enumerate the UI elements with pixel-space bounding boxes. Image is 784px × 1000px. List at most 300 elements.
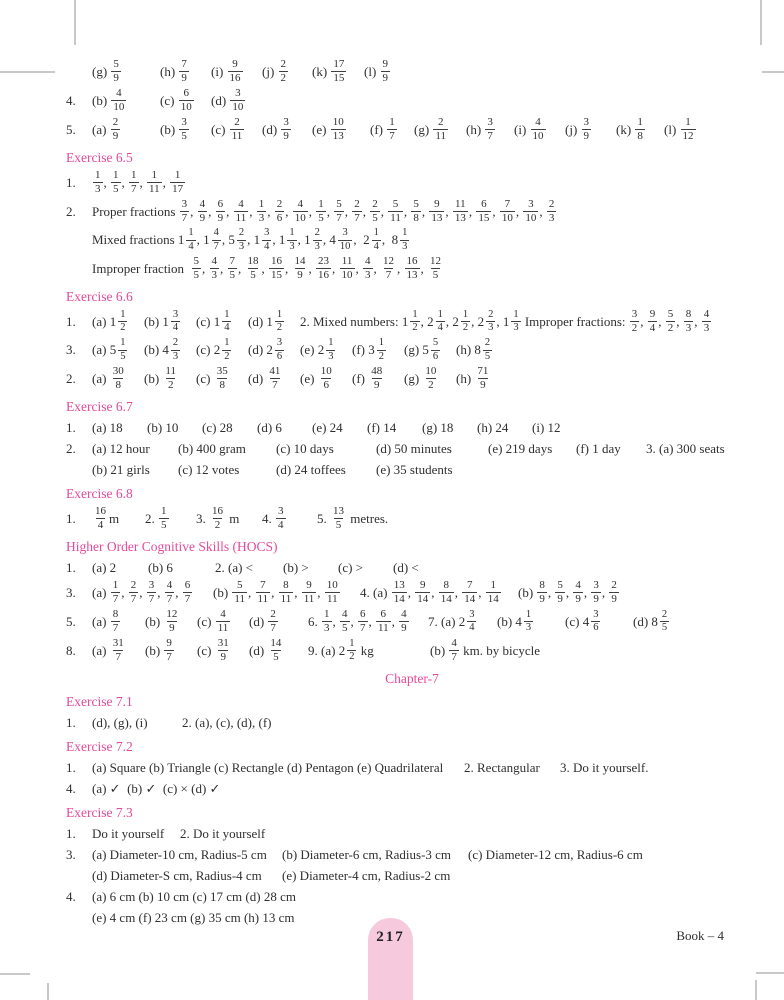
fraction-denominator: 5 [193,269,200,281]
answer-line [66,227,758,253]
answer-line [66,579,758,606]
answer-item [92,198,557,225]
fraction-denominator: 6 [593,622,599,633]
fraction-denominator: 9 [297,269,303,281]
whole-number: 8 [474,342,481,357]
fraction-denominator: 7 [272,379,278,391]
fraction-denominator: 10 [341,269,353,281]
fraction [232,580,247,605]
text: (c) [211,121,229,137]
fraction-numerator: 1 [113,169,119,181]
fraction-numerator: 1 [513,308,519,320]
fraction-denominator: 16 [229,72,241,84]
fraction [93,506,108,531]
fraction-numerator: 6 [217,198,224,210]
text: , [355,260,363,276]
fraction-denominator: 12 [682,130,694,142]
exercise-heading: Exercise 7.1 [66,694,133,709]
text: , [407,584,415,600]
fraction [436,310,445,334]
fraction-numerator: 9 [649,308,656,320]
text: Improper fraction [92,260,191,276]
fraction [547,199,557,224]
fraction [186,228,195,252]
fraction [267,366,282,391]
text: , [272,232,279,247]
answer-item [430,637,540,664]
fraction-denominator: 4 [97,519,104,531]
fraction-numerator: 2 [280,58,287,70]
crop-mark-top-left-v [74,0,76,45]
text: (d) [633,613,652,629]
answer-line [66,337,758,363]
answer-item [312,58,364,85]
answer-line-number: 3. [66,342,76,357]
answer-item [300,337,352,363]
answer-item [92,560,148,576]
fraction [388,199,403,224]
fraction-denominator: 7 [131,183,137,195]
fraction [439,580,454,605]
whole-number: 1 [162,313,169,329]
fraction-denominator: 7 [112,622,119,634]
fraction [331,506,346,531]
fraction-denominator: 3 [513,322,519,333]
fraction [192,256,202,281]
answer-line-number: 1. [66,825,76,841]
fraction-numerator: 71 [477,365,489,377]
mixed-number [478,309,497,335]
fraction-denominator: 7 [336,212,342,224]
fraction-denominator: 7 [354,212,360,224]
text: , [492,203,499,219]
answers-content [66,56,758,929]
fraction-denominator: 10 [180,101,192,113]
text: , [294,584,301,600]
answer-item [283,560,338,576]
fraction-numerator: 3 [583,116,590,128]
answer-item [180,826,265,842]
fraction-denominator: 4 [469,622,475,633]
fraction-numerator: 4 [535,116,541,128]
fraction-denominator: 15 [478,212,490,224]
text: (e) 4 cm (f) 23 cm (g) 35 cm (h) 13 cm [92,909,295,925]
fraction [702,309,712,334]
answer-line-number: 1. [66,559,76,575]
answer-line-number: 1. [66,313,76,329]
text: , [373,260,381,276]
text: (d), (g), (i) [92,714,148,730]
fraction [609,580,619,605]
text: 3. [196,510,209,526]
answer-item [276,462,376,478]
text: (a) [92,313,110,329]
fraction-denominator: 3 [314,240,320,252]
answer-line-number: 2. [66,203,76,219]
text: Mixed fractions [92,232,178,247]
fraction-numerator: 5 [336,198,342,210]
fraction [531,117,546,142]
fraction [322,609,332,634]
fraction-denominator: 9 [382,72,389,84]
fraction-denominator: 3 [324,622,330,634]
answer-line-number: 4. [66,92,76,108]
fraction [428,256,443,281]
fraction-denominator: 14 [393,593,405,605]
text: , [421,203,429,219]
exercise-heading: Exercise 6.6 [66,289,133,304]
answer-item [92,579,213,606]
mixed-number [110,337,129,363]
fraction-denominator: 6 [432,350,439,362]
text: (b) [213,584,232,600]
mixed-number [214,337,233,363]
answer-item [456,337,493,363]
text: , [308,203,316,219]
fraction [275,310,284,334]
fraction-numerator: 14 [270,637,282,649]
text: (h) [456,370,475,386]
fraction [411,199,421,224]
answer-line [66,505,758,532]
fraction-numerator: 16 [271,255,283,267]
text: , [103,174,110,190]
answer-line-number: 3. [66,846,76,862]
text: (c) 28 [202,419,233,435]
fraction-numerator: 3 [264,227,270,238]
fraction-numerator: 7 [229,255,236,267]
text: , [261,260,269,276]
fraction-denominator: 7 [181,212,188,224]
text: , [196,232,204,247]
text: 6. [308,613,321,629]
answer-item [312,420,367,436]
text: , [431,584,438,600]
text: (b) Diameter-6 cm, Radius-3 cm [282,846,452,862]
answer-item [404,337,456,363]
answer-line-number: 1. [66,714,76,730]
fraction [228,59,243,84]
text: (a) [92,642,110,658]
answer-line [66,637,758,664]
fraction-numerator: 1 [188,227,194,238]
text: (f) [352,370,369,386]
text: (c) 10 days [276,440,334,456]
answer-line-number: 1. [66,174,76,190]
fraction [216,609,231,634]
fraction-denominator: 7 [487,130,493,142]
answer-line [66,758,758,777]
fraction [648,309,658,334]
fraction-numerator: 4 [451,637,457,649]
fraction-numerator: 16 [95,505,106,517]
fraction-numerator: 1 [224,308,230,320]
answer-item [197,608,249,635]
text: , [202,260,209,276]
fraction-numerator: 4 [365,255,371,267]
answer-item [308,608,428,635]
answer-item [92,227,410,253]
fraction-denominator: 3 [402,240,408,252]
answer-item [262,505,317,532]
fraction-numerator: 3 [235,87,241,99]
fraction [467,610,476,634]
fraction [179,117,189,142]
answer-item [211,116,262,143]
fraction [433,117,448,142]
text: (c) [196,342,214,357]
answer-item [560,760,648,776]
fraction-numerator: 1 [402,227,408,238]
fraction-denominator: 7 [115,651,121,663]
answer-item [367,420,422,436]
answer-line [66,308,758,335]
fraction-denominator: 11 [303,593,315,605]
answer-item [276,441,376,457]
fraction [316,256,331,281]
text: (a) Square (b) Triangle (c) Rectangle (d) Pentagon (e) Quadrilateral [92,759,444,775]
fraction-denominator: 5 [661,622,668,633]
fraction-denominator: 8 [413,212,419,224]
text: (i) 12 [532,419,561,435]
fraction-denominator: 10 [294,212,306,224]
fraction-denominator: 3 [525,622,532,633]
text: , [267,203,274,219]
page-number: 217 [376,929,405,945]
fraction-numerator: 7 [181,58,187,70]
answer-line-number: 8. [66,642,76,658]
fraction [340,256,355,281]
fraction [486,310,495,334]
fraction [230,88,245,113]
answer-item [300,308,712,335]
fraction [179,59,189,84]
fraction-numerator: 12 [166,608,178,620]
fraction-numerator: 6 [183,87,189,99]
whole-number: 1 [253,232,261,247]
text: (c) [196,370,214,386]
text: (b) [144,370,163,386]
fraction-denominator: 14 [440,593,452,605]
fraction-numerator: 8 [443,579,449,591]
text: (h) [160,63,179,79]
answer-items [92,255,758,282]
text: 2. Mixed numbers: [300,313,402,329]
answer-item [422,420,477,436]
answer-items [92,441,758,457]
crop-mark-bottom-left-h [0,973,30,975]
fraction-denominator: 11 [257,593,269,605]
fraction-denominator: 4 [278,519,284,531]
fraction-denominator: 2 [167,379,174,391]
text: , [350,613,357,629]
answer-item [92,715,182,731]
fraction [684,309,694,334]
fraction-denominator: 5 [161,519,167,531]
text: (b) [160,121,179,137]
mixed-number [329,227,353,253]
whole-number: 2 [338,642,346,658]
exercise-heading: Higher Order Cognitive Skills (HOCS) [66,539,278,554]
text: (a) [92,342,110,357]
answer-line-number: 5. [66,613,76,629]
fraction-denominator: 9 [401,622,407,634]
answer-item [213,579,360,606]
text: , [397,260,404,276]
answer-items [92,579,758,606]
fraction-denominator: 9 [113,72,119,84]
fraction-numerator: 11 [165,365,177,377]
fraction [630,309,640,334]
fraction [111,638,126,663]
fraction [216,199,226,224]
fraction [331,59,346,84]
fraction-numerator: 7 [504,198,511,210]
fraction [275,199,285,224]
fraction [111,580,121,605]
fraction-denominator: 5 [181,130,187,142]
mixed-number [474,337,493,363]
text: (e) Diameter-4 cm, Radius-2 cm [282,867,451,883]
text: , [271,584,278,600]
answer-item [428,609,497,635]
answer-item [352,337,404,363]
text: (a) Diameter-10 cm, Radius-5 cm [92,846,267,862]
fraction [118,338,127,362]
fraction-numerator: 2 [276,198,283,210]
fraction-numerator: 4 [575,579,581,591]
text: (a) [92,584,110,600]
fraction-numerator: 2 [112,116,119,128]
fraction [279,59,289,84]
answer-item [282,868,450,884]
answer-line [66,608,758,635]
text: (h) [456,342,475,357]
fraction-denominator: 2 [378,350,384,362]
fraction-numerator: 3 [278,505,284,517]
answer-items [92,198,758,225]
fraction [222,338,231,362]
answer-item [376,441,488,457]
fraction-numerator: 3 [342,227,348,238]
fraction-denominator: 7 [130,593,137,605]
text: , [121,584,128,600]
text: 2. Rectangular [464,759,540,775]
fraction [331,117,346,142]
fraction [381,59,391,84]
whole-number: 5 [422,342,429,357]
text: (f) 14 [367,419,397,435]
fraction [215,366,230,391]
fraction-denominator: 2 [631,322,638,334]
mixed-number [228,227,247,253]
fraction [256,580,271,605]
answer-item [92,58,160,85]
fraction-denominator: 3 [238,240,245,252]
answer-line [66,460,758,479]
fraction-numerator: 7 [260,579,266,591]
fraction-numerator: 3 [593,608,599,620]
whole-number: 1 [213,313,221,329]
fraction-numerator: 6 [481,198,487,210]
fraction-numerator: 1 [120,308,126,320]
text: 9. (a) [308,642,339,658]
fraction [475,366,490,391]
answer-item [92,309,144,335]
fraction [111,88,126,113]
answer-items [92,715,758,731]
fraction-denominator: 10 [525,212,537,224]
fraction [347,639,356,663]
text: (k) [616,121,635,137]
fraction [293,199,308,224]
answer-item [196,309,248,335]
mixed-number [422,337,441,363]
answer-line [66,779,758,798]
answer-item [633,609,670,635]
fraction-denominator: 4 [188,240,194,252]
fraction-numerator: 1 [151,169,158,181]
fraction-denominator: 5 [484,350,491,362]
text: (l) [664,121,680,137]
fraction [523,199,538,224]
fraction-numerator: 8 [685,308,692,320]
whole-number: 1 [177,232,185,247]
mixed-number [459,609,478,635]
fraction-denominator: 3 [365,269,371,281]
fraction-numerator: 9 [434,198,440,210]
text: (b) [497,613,516,629]
fraction-numerator: 31 [112,637,124,649]
answer-item [312,116,370,143]
fraction-numerator: 10 [326,579,338,591]
fraction-numerator: 1 [373,227,379,238]
answer-line-number: 1. [66,510,76,526]
answer-item [532,420,561,436]
fraction [93,170,103,195]
fraction [230,117,245,142]
answer-item [160,58,211,85]
text: , [139,174,146,190]
text: 3. Do it yourself. [560,759,649,775]
fraction-numerator: 10 [320,365,332,377]
fraction-numerator: 2 [488,308,494,320]
text: , [317,584,324,600]
mixed-number [162,337,181,363]
fraction-numerator: 2 [372,198,378,210]
answer-item [197,637,249,664]
answer-item [565,116,616,143]
answer-items [92,826,758,842]
fraction [485,117,495,142]
text: (j) [262,63,278,79]
mixed-number [503,309,522,335]
answer-item [488,441,576,457]
fraction [400,228,409,252]
fraction-denominator: 7 [184,593,191,605]
fraction [370,199,380,224]
answer-item [576,441,646,457]
fraction-denominator: 9 [112,130,119,142]
text: (a) [92,121,110,137]
answer-item [646,441,725,457]
fraction [171,310,180,334]
fraction [228,256,238,281]
fraction-denominator: 9 [199,212,206,224]
fraction [555,580,565,605]
answer-items [92,781,758,797]
answer-item [144,337,196,363]
